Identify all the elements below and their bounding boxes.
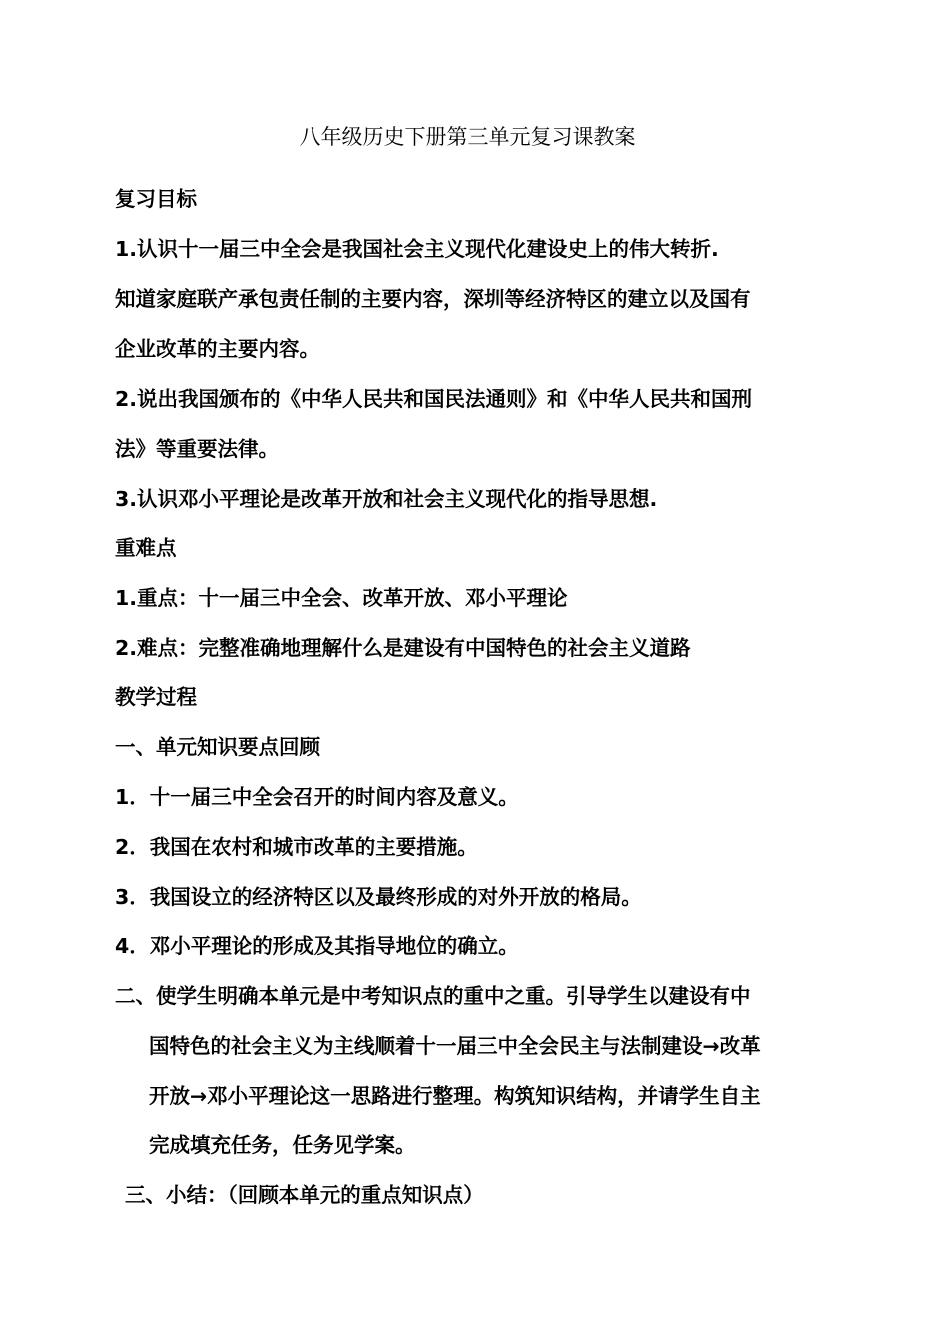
goal-item-2-continued: 法》等重要法律。: [115, 437, 279, 461]
process-part-3-summary: 三、小结：（回顾本单元的重点知识点）: [125, 1183, 484, 1207]
key-point-item: 1.重点：十一届三中全会、改革开放、邓小平理论: [115, 586, 568, 610]
goal-item-1: 1.认识十一届三中全会是我国社会主义现代化建设史上的伟大转折.: [115, 237, 719, 261]
review-item-2: 2．我国在农村和城市改革的主要措施。: [115, 835, 478, 859]
goal-item-2: 2.说出我国颁布的《中华人民共和国民法通则》和《中华人民共和国刑: [115, 387, 753, 411]
process-part-1-heading: 一、单元知识要点回顾: [115, 735, 320, 759]
document-title: 八年级历史下册第三单元复习课教案: [299, 125, 636, 149]
difficult-point-item: 2.难点：完整准确地理解什么是建设有中国特色的社会主义道路: [115, 636, 691, 660]
review-item-1: 1．十一届三中全会召开的时间内容及意义。: [115, 785, 519, 809]
process-part-2: 二、使学生明确本单元是中考知识点的重中之重。引导学生以建设有中: [115, 984, 751, 1008]
section-heading-key-points: 重难点: [115, 536, 177, 560]
section-heading-teaching-process: 教学过程: [115, 685, 197, 709]
goal-item-3: 3.认识邓小平理论是改革开放和社会主义现代化的指导思想.: [115, 487, 658, 511]
section-heading-review-goals: 复习目标: [115, 187, 197, 211]
process-part-2-continued-2: 开放→邓小平理论这一思路进行整理。构筑知识结构，并请学生自主: [149, 1084, 761, 1108]
goal-item-1-continued: 知道家庭联产承包责任制的主要内容，深圳等经济特区的建立以及国有: [115, 287, 751, 311]
review-item-4: 4．邓小平理论的形成及其指导地位的确立。: [115, 934, 519, 958]
process-part-2-continued: 国特色的社会主义为主线顺着十一届三中全会民主与法制建设→改革: [149, 1034, 761, 1058]
goal-item-1-continued-2: 企业改革的主要内容。: [115, 337, 320, 361]
process-part-2-continued-3: 完成填充任务，任务见学案。: [149, 1133, 416, 1157]
review-item-3: 3．我国设立的经济特区以及最终形成的对外开放的格局。: [115, 885, 642, 909]
